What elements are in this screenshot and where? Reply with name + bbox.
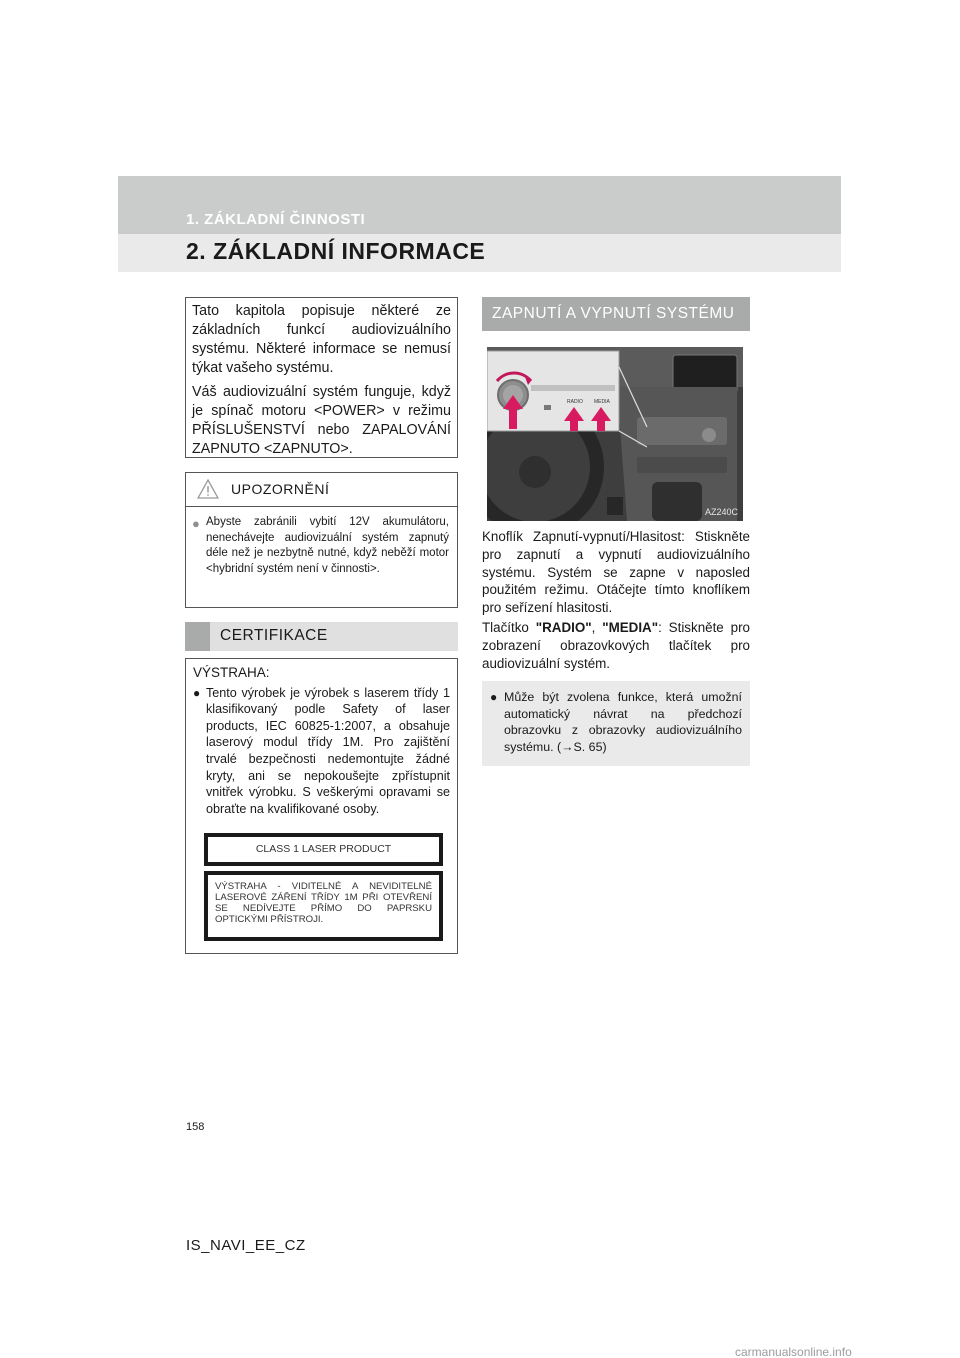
caution-title: UPOZORNĚNÍ xyxy=(231,481,330,497)
figure-code: AZ240C xyxy=(704,507,738,517)
intro-paragraph-1: Tato kapitola popisuje některé ze základních funkcí audiovizuálního systému. Některé informace se nemusí týkat vašeho systému. xyxy=(192,303,451,376)
caution-header xyxy=(186,473,457,507)
dashboard-photo xyxy=(487,347,743,521)
knob-description: Knoflík Zapnutí-vypnutí/Hlasitost: Stiskněte pro zapnutí a vypnutí audiovizuálního systému. Systém se zapne v naposled použitém režimu. Otáčejte tímto knoflíkem pro seřízení hlasitosti. xyxy=(482,529,750,616)
note-text: Může být zvolena funkce, která umožní automatický návrat na předchozí obrazovku z obrazovky audiovizuálního systému. (→S. 65) xyxy=(504,690,742,754)
warning-box xyxy=(185,658,458,954)
caution-body xyxy=(186,507,457,577)
warning-text: Tento výrobek je výrobek s laserem třídy 1 klasifikovaný podle Safety of laser products, IEC 60825-1:2007, a obsahuje laserový modul třídy 1M. Pro zajištění trvalé bezpečnosti nedemontujte žádné kryty, ani se nepokoušejte zpřístupnit vnitřek výrobku. S veškerými opravami se obraťte na kvalifikované osoby. xyxy=(206,685,450,816)
buttons-suffix: : Stiskněte pro zobrazení obrazovkových tlačítek pro audiovizuální systém. xyxy=(482,619,750,671)
heading-tab xyxy=(185,622,210,651)
power-description xyxy=(482,528,750,674)
page-number: 158 xyxy=(186,1121,205,1133)
warning-label: VÝSTRAHA: xyxy=(193,665,270,680)
power-title: ZAPNUTÍ A VYPNUTÍ SYSTÉMU xyxy=(492,305,735,322)
certification-heading xyxy=(185,622,458,651)
bullet-icon: ● xyxy=(192,516,200,531)
buttons-separator: , xyxy=(591,619,603,635)
buttons-prefix: Tlačítko xyxy=(482,619,536,635)
laser-class-label: CLASS 1 LASER PRODUCT xyxy=(204,833,443,866)
caution-text: Abyste zabránili vybití 12V akumulátoru, nenechávejte audiovizuální systém zapnutý déle než je nezbytně nutné, když neběží motor <hybridní systém není v činnosti>. xyxy=(206,516,449,575)
media-label: "MEDIA" xyxy=(602,619,659,635)
radio-button-label: RADIO xyxy=(567,399,583,405)
certification-title: CERTIFIKACE xyxy=(220,627,328,644)
watermark: carmanualsonline.info xyxy=(735,1345,852,1358)
section-title: 2. ZÁKLADNÍ INFORMACE xyxy=(186,238,486,264)
buttons-description xyxy=(482,619,750,672)
note-item xyxy=(490,689,742,755)
note-box xyxy=(482,681,750,766)
dashboard-illustration xyxy=(487,347,743,521)
radio-label: "RADIO" xyxy=(535,619,592,635)
warning-triangle-icon xyxy=(197,479,219,499)
chapter-header xyxy=(118,176,841,272)
document-code: IS_NAVI_EE_CZ xyxy=(186,1237,306,1254)
chapter-title: 1. ZÁKLADNÍ ČINNOSTI xyxy=(186,211,366,228)
power-heading xyxy=(482,297,750,331)
caution-box xyxy=(185,472,458,608)
intro-paragraph-2: Váš audiovizuální systém funguje, když je spínač motoru <POWER> v režimu PŘÍSLUŠENSTVÍ nebo ZAPALOVÁNÍ ZAPNUTO <ZAPNUTO>. xyxy=(192,384,451,457)
bullet-icon: ● xyxy=(193,685,201,700)
laser-warning-label: VÝSTRAHA - VIDITELNÉ A NEVIDITELNÉ LASEROVÉ ZÁŘENÍ TŘÍDY 1M PŘI OTEVŘENÍ SE NEDÍVEJTE PŘÍMO DO PAPRSKU OPTICKÝMI PŘÍSTROJI. xyxy=(204,871,443,941)
media-button-label: MEDIA xyxy=(594,399,610,405)
intro-box xyxy=(185,297,458,458)
bullet-icon: ● xyxy=(490,690,498,704)
warning-item xyxy=(193,685,450,818)
